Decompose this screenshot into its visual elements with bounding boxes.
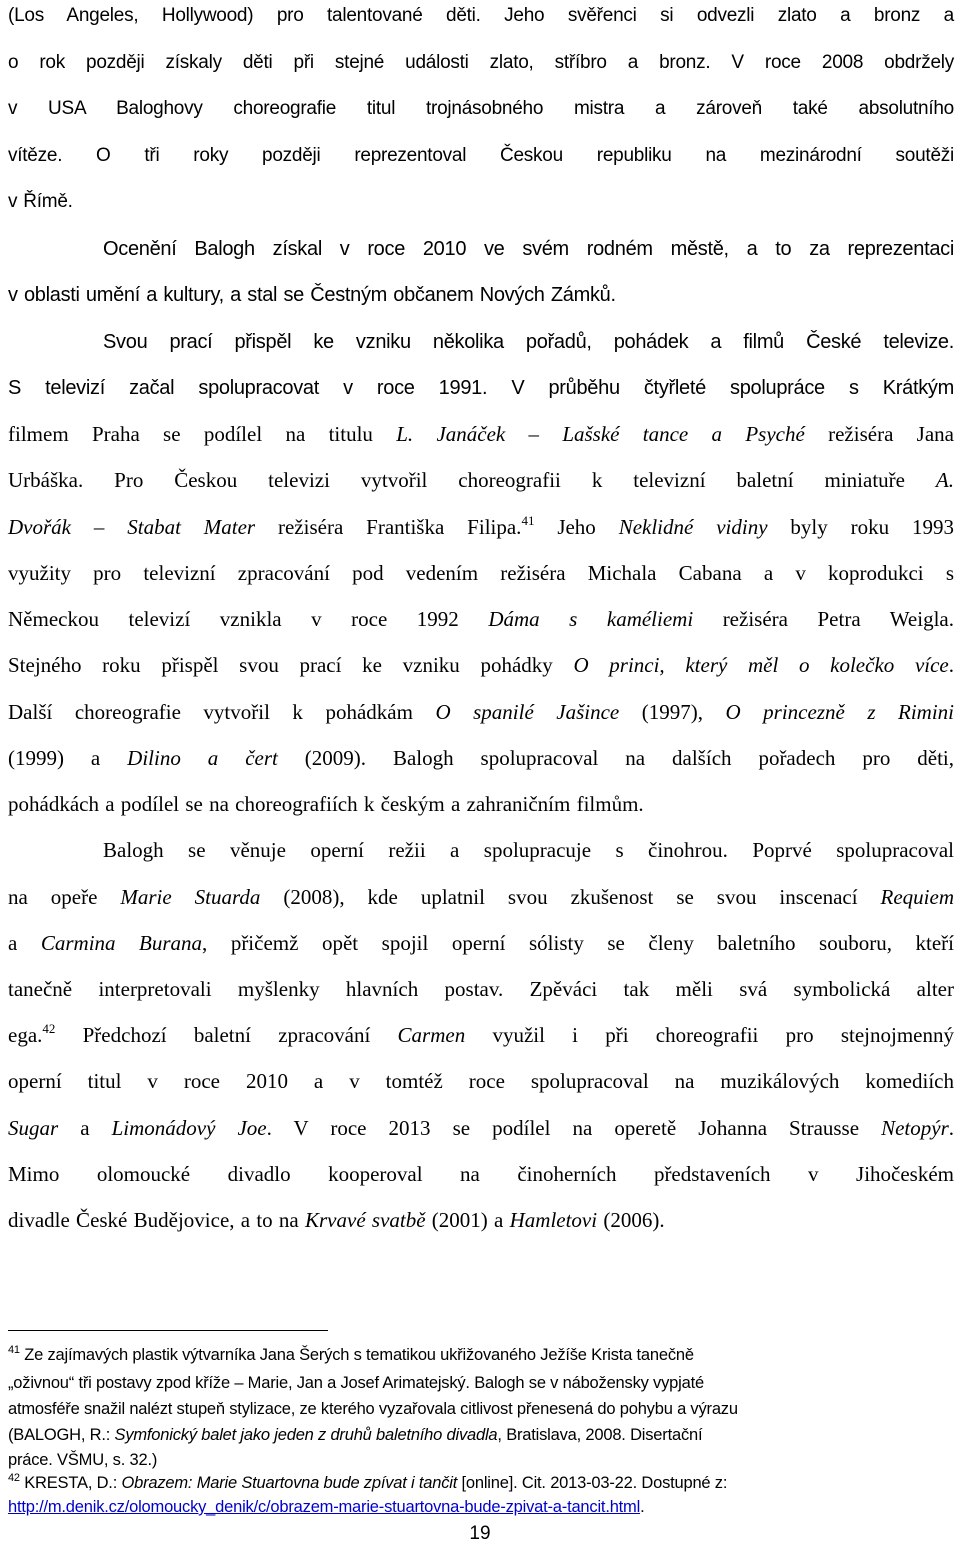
body-line: filmem Praha se podílel na titulu L. Janáček – Lašské tance a Psyché režiséra Jana (8, 422, 954, 446)
footnote-line: atmosféře snažil nalézt stupeň stylizace, ze kterého vyzařovala citlivost přenesená do pohybu a výrazu (8, 1400, 738, 1418)
body-line: pohádkách a podílel se na choreografiích k českým a zahraničním filmům. (8, 792, 644, 816)
body-line: operní titul v roce 2010 a v tomtéž roce spolupracoval na muzikálových komediích (8, 1069, 954, 1093)
body-line: Mimo olomoucké divadlo kooperoval na činoherních představeních v Jihočeském (8, 1162, 954, 1186)
body-line: v USA Baloghovy choreografie titul trojnásobného mistra a zároveň také absolutního (8, 98, 954, 119)
footnote-ref-42[interactable]: 42 (42, 1021, 56, 1036)
body-line: a Carmina Burana, přičemž opět spojil operní sólisty se členy baletního souboru, kteří (8, 931, 954, 955)
body-line: Balogh se věnuje operní režii a spolupracuje s činohrou. Poprvé spolupracoval (103, 838, 954, 862)
footnote-line: „oživnou“ tři postavy zpod kříže – Marie, Jan a Josef Arimatejský. Balogh se v nábožensky vypjaté (8, 1374, 704, 1392)
body-line: (1999) a Dilino a čert (2009). Balogh spolupracoval na dalších pořadech pro děti, (8, 746, 954, 770)
body-line: Ocenění Balogh získal v roce 2010 ve svém rodném městě, a to za reprezentaci (103, 238, 954, 260)
footnote-separator (8, 1330, 328, 1331)
body-line: divadle České Budějovice, a to na Krvavé svatbě (2001) a Hamletovi (2006). (8, 1208, 665, 1232)
body-line: tanečně interpretovali myšlenky hlavních postav. Zpěváci tak měli svá symbolická alter (8, 977, 954, 1001)
body-line: na opeře Marie Stuarda (2008), kde uplatnil svou zkušenost se svou inscenací Requiem (8, 885, 954, 909)
body-line: využity pro televizní zpracování pod vedením režiséra Michala Cabana a v koprodukci s (8, 561, 954, 585)
body-line: ega.$^{42}$ Předchozí baletní zpracování Carmen využil i při choreografii pro stejnojmenný (8, 1021, 954, 1047)
body-line: v oblasti umění a kultury, a stal se Čestným občanem Nových Zámků. (8, 284, 616, 306)
footnote-41: $^{41}$ Ze zajímavých plastik výtvarníka Jana Šerých s tematikou ukřižovaného Ježíše Krista tanečně (8, 1344, 694, 1364)
body-line: Dvořák – Stabat Mater režiséra Františka Filipa.$^{41}$ Jeho Neklidné vidiny byly roku 1993 (8, 513, 954, 539)
page-number: 19 (469, 1523, 491, 1544)
footnote-line: práce. VŠMU, s. 32.) (8, 1451, 158, 1469)
footnote-42: $^{42}$ KRESTA, D.: Obrazem: Marie Stuartovna bude zpívat i tančit [online]. Cit. 2013-03-22. Dostupné z: (8, 1472, 728, 1492)
body-line: Svou prací přispěl ke vzniku několika pořadů, pohádek a filmů České televize. (103, 331, 954, 353)
body-line: Sugar a Limonádový Joe. V roce 2013 se podílel na operetě Johanna Strausse Netopýr. (8, 1116, 955, 1140)
body-line: Další choreografie vytvořil k pohádkám O spanilé Jašince (1997), O princezně z Rimini (8, 700, 954, 724)
body-line: Urbáška. Pro Českou televizi vytvořil choreografii k televizní baletní miniatuře A. (8, 468, 954, 492)
footnote-line: http://m.denik.cz/olomoucky_denik/c/obrazem-marie-stuartovna-bude-zpivat-a-tancit.html. (8, 1498, 645, 1516)
body-line: o rok později získaly děti při stejné události zlato, stříbro a bronz. V roce 2008 obdržely (8, 52, 954, 73)
body-line: vítěze. O tři roky později reprezentoval Českou republiku na mezinárodní soutěži (8, 145, 954, 166)
body-line: Stejného roku přispěl svou prací ke vzniku pohádky O princi, který měl o kolečko více. (8, 653, 954, 677)
footnote-link[interactable]: http://m.denik.cz/olomoucky_denik/c/obrazem-marie-stuartovna-bude-zpivat-a-tancit.html (8, 1498, 641, 1516)
footnote-line: (BALOGH, R.: Symfonický balet jako jeden z druhů baletního divadla, Bratislava, 2008. Disertační (8, 1426, 703, 1444)
body-line: (Los Angeles, Hollywood) pro talentované děti. Jeho svěřenci si odvezli zlato a bronz a (8, 5, 954, 26)
body-line: Německou televizí vznikla v roce 1992 Dáma s kaméliemi režiséra Petra Weigla. (8, 607, 954, 631)
footnote-ref-41[interactable]: 41 (521, 513, 535, 528)
body-line: S televizí začal spolupracovat v roce 1991. V průběhu čtyřleté spolupráce s Krátkým (8, 377, 954, 399)
body-line: v Římě. (8, 191, 73, 212)
